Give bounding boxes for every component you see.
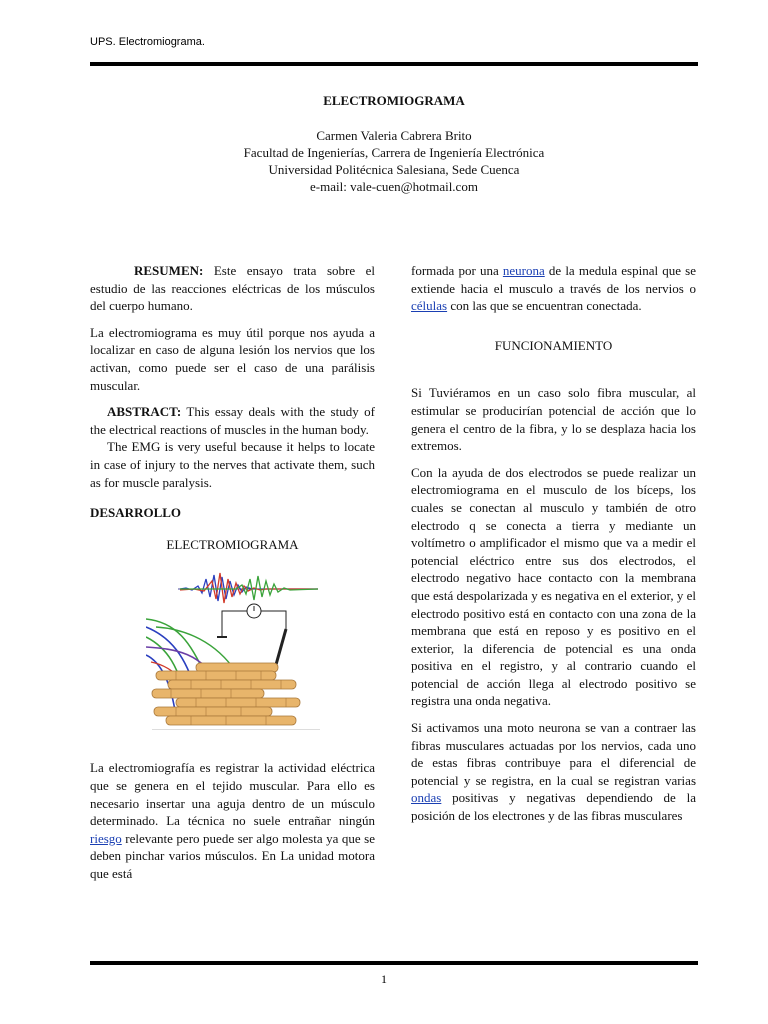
- link-celulas[interactable]: células: [411, 298, 448, 314]
- link-ondas[interactable]: ondas: [411, 790, 442, 806]
- abstract-text: This essay deals with the study of the electrical reactions of muscles in the human body.: [90, 404, 375, 437]
- section-heading-funcionamiento: FUNCIONAMIENTO: [494, 337, 613, 353]
- paragraph-text: relevante pero puede ser algo molesta ya que se deben pinchar varios músculos. En La unidad motora que está: [90, 830, 375, 881]
- paragraph-text: de la medula espinal que se extiende hacia el musculo a través de los nervios o: [411, 263, 696, 296]
- author-university: Universidad Politécnica Salesiana, Sede Cuenca: [268, 162, 520, 177]
- right-column: [411, 262, 696, 834]
- body-paragraph: La electromiograma es muy útil porque nos ayuda a localizar en caso de alguna lesión los nervios que los activan, como puede ser el caso de una parálisis muscular.: [90, 324, 375, 393]
- paragraph-text: positivas y negativas dependiendo de la posición de los electrones y de las fibras musculares: [411, 790, 696, 824]
- link-riesgo[interactable]: riesgo: [90, 830, 122, 846]
- electromiografia-paragraph: [90, 759, 375, 882]
- left-column: [90, 262, 375, 891]
- footer-rule: [90, 961, 698, 965]
- link-neurona[interactable]: neurona: [502, 263, 545, 278]
- paper-title: ELECTROMIOGRAMA: [323, 93, 465, 108]
- title-block: [90, 92, 698, 195]
- section-heading-desarrollo: DESARROLLO: [90, 505, 182, 521]
- author-name: Carmen Valeria Cabrera Brito: [316, 128, 472, 143]
- abstract-paragraph: [90, 403, 375, 438]
- emg-paragraph: The EMG is very useful because it helps to locate in case of injury to the nerves that activate them, such as for muscle paralysis.: [90, 439, 375, 490]
- ondas-paragraph: [411, 719, 696, 825]
- author-email: e-mail: vale-cuen@hotmail.com: [310, 179, 478, 194]
- resumen-text: Este ensayo trata sobre el estudio de las reacciones eléctricas de los músculos del cuerpo humano.: [90, 263, 375, 314]
- resumen-label: RESUMEN:: [134, 263, 204, 278]
- paragraph-text: formada por una: [411, 263, 503, 278]
- abstract-label: ABSTRACT:: [107, 404, 182, 420]
- author-faculty: Facultad de Ingenierías, Carrera de Ingeniería Electrónica: [243, 145, 545, 160]
- author-block: [90, 127, 698, 195]
- running-header: UPS. Electromiograma.: [90, 36, 205, 48]
- header-rule: [90, 62, 698, 66]
- neurona-paragraph: [411, 262, 696, 315]
- subheading-electromiograma: ELECTROMIOGRAMA: [166, 536, 299, 552]
- paragraph-text: con las que se encuentran conectada.: [447, 298, 642, 314]
- page-number: 1: [381, 972, 387, 986]
- resumen-paragraph: [90, 262, 375, 315]
- emg-muscle-figure: [146, 567, 320, 735]
- paragraph-text: Si activamos una moto neurona se van a contraer las fibras musculares actuadas por los nervios, cada uno de estas fibras contribuye para el diferencial de potencial y se registra, en la cual se registran varias: [411, 720, 696, 788]
- paragraph-text: La electromiografía es registrar la actividad eléctrica que se genera en el tejido muscular. Para ello es necesario insertar una aguja dentro de un músculo determinado. La técnica no suele entrañar ningún: [90, 760, 375, 829]
- body-paragraph: Si Tuviéramos en un caso solo fibra muscular, al estimular se producirían potencial de acción que lo genera el centro de la fibra, y lo se desplaza hacia los extremos.: [411, 385, 696, 454]
- body-paragraph: Con la ayuda de dos electrodos se puede realizar un electromiograma en el musculo de los bíceps, los cuales se conectan al musculo y también de otro electrodo q se conecta a tierra y mediante un voltímetro o amplificador el mismo que va a medir el potencial eléctrico entre sus dos electrodos, el electrodo negativo hace contacto con la membrana que está despolarizada y es negativa en el exterior, y el electrodo positivo está en contacto con una zona de la membrana que está en reposo y es positivo en el exterior, la diferencia de potencial es una onda positiva en el registro, y al contrario cuando el potencial de acción llega al electrodo positivo se registra una onda negativa.: [411, 464, 696, 709]
